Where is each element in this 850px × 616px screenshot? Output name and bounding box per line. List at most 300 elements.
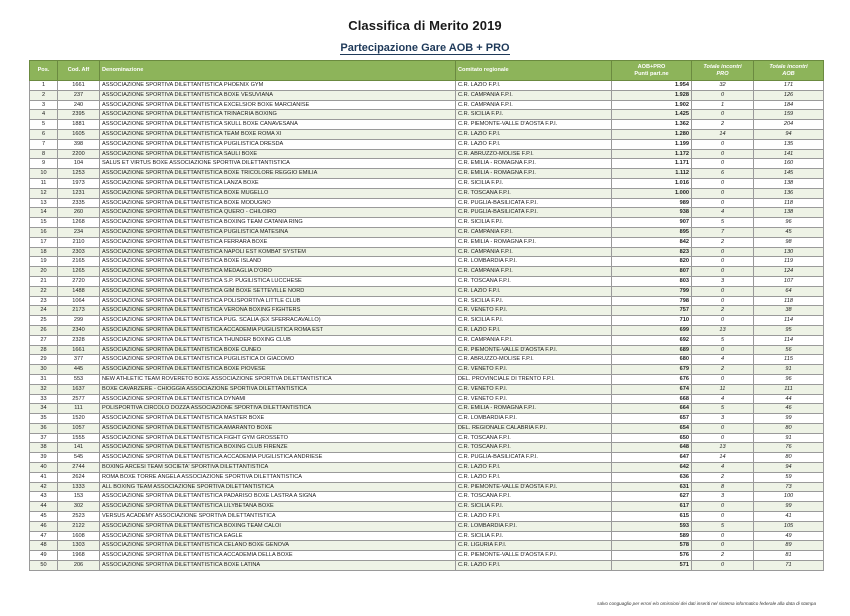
cell-pos: 17	[30, 237, 58, 247]
cell-comitato: C.R. EMILIA - ROMAGNA F.P.I.	[456, 169, 612, 179]
cell-denominazione: ASSOCIAZIONE SPORTIVA DILETTANTISTICA S.P. PUGILISTICA LUCCHESE	[100, 276, 456, 286]
cell-punti: 907	[612, 218, 692, 228]
cell-denominazione: ASSOCIAZIONE SPORTIVA DILETTANTISTICA BOXE PIOVESE	[100, 365, 456, 375]
table-row	[30, 414, 824, 424]
cell-totale-pro: 2	[692, 237, 754, 247]
cell-cod-aff: 2328	[58, 335, 100, 345]
cell-comitato: C.R. ABRUZZO-MOLISE F.P.I.	[456, 149, 612, 159]
cell-totale-aob: 159	[754, 110, 824, 120]
cell-cod-aff: 234	[58, 227, 100, 237]
cell-cod-aff: 260	[58, 208, 100, 218]
cell-totale-pro: 5	[692, 404, 754, 414]
header-totale-aob	[754, 61, 824, 81]
table-row	[30, 247, 824, 257]
cell-pos: 43	[30, 492, 58, 502]
cell-denominazione: ASSOCIAZIONE SPORTIVA DILETTANTISTICA PUGILISTICA DI GIACOMO	[100, 355, 456, 365]
table-row	[30, 482, 824, 492]
cell-punti: 576	[612, 551, 692, 561]
cell-pos: 45	[30, 512, 58, 522]
cell-punti: 798	[612, 296, 692, 306]
cell-pos: 49	[30, 551, 58, 561]
cell-denominazione: BOXING ARCESI TEAM SOCIETA' SPORTIVA DILETTANTISTICA	[100, 463, 456, 473]
cell-totale-pro: 5	[692, 335, 754, 345]
cell-pos: 32	[30, 384, 58, 394]
cell-punti: 820	[612, 257, 692, 267]
document-subtitle	[0, 42, 850, 54]
cell-denominazione: ASSOCIAZIONE SPORTIVA DILETTANTISTICA VERONA BOXING FIGHTERS	[100, 306, 456, 316]
cell-totale-aob: 135	[754, 139, 824, 149]
cell-comitato: C.R. SICILIA F.P.I.	[456, 531, 612, 541]
cell-comitato: C.R. SICILIA F.P.I.	[456, 502, 612, 512]
cell-comitato: C.R. TOSCANA F.P.I.	[456, 492, 612, 502]
cell-totale-pro: 0	[692, 561, 754, 571]
cell-cod-aff: 206	[58, 561, 100, 571]
cell-totale-aob: 124	[754, 267, 824, 277]
cell-denominazione: ASSOCIAZIONE SPORTIVA DILETTANTISTICA BOXE LATINA	[100, 561, 456, 571]
cell-denominazione: ASSOCIAZIONE SPORTIVA DILETTANTISTICA THUNDER BOXING CLUB	[100, 335, 456, 345]
table-row	[30, 355, 824, 365]
cell-totale-pro: 32	[692, 81, 754, 91]
cell-cod-aff: 2744	[58, 463, 100, 473]
cell-punti: 799	[612, 286, 692, 296]
cell-pos: 23	[30, 296, 58, 306]
cell-punti: 571	[612, 561, 692, 571]
cell-totale-aob: 91	[754, 365, 824, 375]
cell-comitato: C.R. TOSCANA F.P.I.	[456, 276, 612, 286]
cell-cod-aff: 1231	[58, 188, 100, 198]
cell-denominazione: ASSOCIAZIONE SPORTIVA DILETTANTISTICA LILYBETANA BOXE	[100, 502, 456, 512]
table-row	[30, 316, 824, 326]
cell-cod-aff: 2395	[58, 110, 100, 120]
cell-cod-aff: 2523	[58, 512, 100, 522]
cell-comitato: C.R. LOMBARDIA F.P.I.	[456, 521, 612, 531]
cell-punti: 938	[612, 208, 692, 218]
cell-denominazione: ASSOCIAZIONE SPORTIVA DILETTANTISTICA SKULL BOXE CANAVESANA	[100, 120, 456, 130]
cell-punti: 578	[612, 541, 692, 551]
table-row	[30, 178, 824, 188]
cell-totale-aob: 141	[754, 149, 824, 159]
cell-pos: 10	[30, 169, 58, 179]
cell-punti: 1.902	[612, 100, 692, 110]
cell-pos: 6	[30, 129, 58, 139]
cell-cod-aff: 1661	[58, 81, 100, 91]
cell-comitato: C.R. ABRUZZO-MOLISE F.P.I.	[456, 355, 612, 365]
cell-denominazione: ASSOCIAZIONE SPORTIVA DILETTANTISTICA BOXE CUNEO	[100, 345, 456, 355]
document-title: Classifica di Merito 2019	[348, 18, 502, 33]
cell-pos: 40	[30, 463, 58, 473]
cell-comitato: C.R. PIEMONTE-VALLE D'AOSTA F.P.I.	[456, 345, 612, 355]
cell-totale-pro: 13	[692, 325, 754, 335]
cell-totale-pro: 0	[692, 502, 754, 512]
cell-totale-aob: 204	[754, 120, 824, 130]
cell-totale-pro: 0	[692, 267, 754, 277]
table-row	[30, 394, 824, 404]
cell-pos: 48	[30, 541, 58, 551]
cell-cod-aff: 1608	[58, 531, 100, 541]
cell-denominazione: ASSOCIAZIONE SPORTIVA DILETTANTISTICA FERRARA BOXE	[100, 237, 456, 247]
cell-denominazione: ASSOCIAZIONE SPORTIVA DILETTANTISTICA ACCADEMIA PUGILISTICA ANDRIESE	[100, 453, 456, 463]
cell-comitato: C.R. CAMPANIA F.P.I.	[456, 90, 612, 100]
cell-cod-aff: 2200	[58, 149, 100, 159]
table-row	[30, 296, 824, 306]
cell-pos: 35	[30, 414, 58, 424]
table-row	[30, 384, 824, 394]
cell-pos: 11	[30, 178, 58, 188]
table-row	[30, 433, 824, 443]
cell-pos: 33	[30, 394, 58, 404]
cell-totale-pro: 14	[692, 129, 754, 139]
cell-denominazione: VERSUS ACADEMY ASSOCIAZIONE SPORTIVA DILETTANTISTICA	[100, 512, 456, 522]
cell-totale-pro: 3	[692, 492, 754, 502]
cell-comitato: DEL. PROVINCIALE DI TRENTO F.P.I.	[456, 374, 612, 384]
cell-totale-pro: 0	[692, 198, 754, 208]
cell-cod-aff: 2340	[58, 325, 100, 335]
cell-totale-pro: 0	[692, 159, 754, 169]
cell-totale-aob: 115	[754, 355, 824, 365]
cell-totale-aob: 46	[754, 404, 824, 414]
cell-comitato: C.R. LIGURIA F.P.I.	[456, 541, 612, 551]
cell-denominazione: ASSOCIAZIONE SPORTIVA DILETTANTISTICA QUERO - CHILOIRO	[100, 208, 456, 218]
cell-totale-pro: 6	[692, 169, 754, 179]
cell-denominazione: ASSOCIAZIONE SPORTIVA DILETTANTISTICA CELANO BOXE GENOVA	[100, 541, 456, 551]
cell-totale-aob: 111	[754, 384, 824, 394]
cell-comitato: C.R. LAZIO F.P.I.	[456, 129, 612, 139]
cell-totale-pro: 0	[692, 149, 754, 159]
cell-denominazione: ASSOCIAZIONE SPORTIVA DILETTANTISTICA PHOENIX GYM	[100, 81, 456, 91]
table-row	[30, 81, 824, 91]
cell-totale-pro: 11	[692, 384, 754, 394]
cell-totale-pro: 5	[692, 218, 754, 228]
cell-comitato: C.R. SICILIA F.P.I.	[456, 178, 612, 188]
header-totale-aob-line2: AOB	[782, 70, 795, 77]
cell-denominazione: ASSOCIAZIONE SPORTIVA DILETTANTISTICA TEAM BOXE ROMA XI	[100, 129, 456, 139]
table-row	[30, 227, 824, 237]
cell-punti: 989	[612, 198, 692, 208]
cell-comitato: C.R. LAZIO F.P.I.	[456, 139, 612, 149]
cell-punti: 589	[612, 531, 692, 541]
cell-totale-pro: 0	[692, 423, 754, 433]
cell-pos: 38	[30, 443, 58, 453]
cell-comitato: C.R. SICILIA F.P.I.	[456, 296, 612, 306]
cell-totale-pro: 0	[692, 247, 754, 257]
cell-pos: 19	[30, 257, 58, 267]
cell-totale-aob: 80	[754, 453, 824, 463]
header-punti-line1: AOB+PRO	[637, 63, 666, 70]
cell-cod-aff: 2110	[58, 237, 100, 247]
cell-punti: 668	[612, 394, 692, 404]
cell-totale-pro: 0	[692, 296, 754, 306]
table-row	[30, 237, 824, 247]
cell-totale-aob: 71	[754, 561, 824, 571]
cell-comitato: C.R. EMILIA - ROMAGNA F.P.I.	[456, 159, 612, 169]
cell-comitato: C.R. SICILIA F.P.I.	[456, 218, 612, 228]
cell-pos: 22	[30, 286, 58, 296]
table-row	[30, 423, 824, 433]
cell-totale-pro: 0	[692, 316, 754, 326]
cell-totale-aob: 38	[754, 306, 824, 316]
cell-totale-aob: 56	[754, 345, 824, 355]
cell-comitato: C.R. TOSCANA F.P.I.	[456, 443, 612, 453]
header-punti-line2: Punti part.ne	[634, 70, 669, 77]
cell-denominazione: ASSOCIAZIONE SPORTIVA DILETTANTISTICA SAULI BOXE	[100, 149, 456, 159]
cell-cod-aff: 1488	[58, 286, 100, 296]
cell-totale-pro: 2	[692, 365, 754, 375]
header-totale-pro	[692, 61, 754, 81]
cell-cod-aff: 2335	[58, 198, 100, 208]
cell-pos: 46	[30, 521, 58, 531]
cell-totale-pro: 0	[692, 345, 754, 355]
cell-totale-aob: 44	[754, 394, 824, 404]
cell-cod-aff: 2122	[58, 521, 100, 531]
cell-totale-aob: 64	[754, 286, 824, 296]
cell-denominazione: ASSOCIAZIONE SPORTIVA DILETTANTISTICA POLISPORTIVA LITTLE CLUB	[100, 296, 456, 306]
cell-totale-aob: 99	[754, 502, 824, 512]
table-row	[30, 120, 824, 130]
cell-comitato: C.R. CAMPANIA F.P.I.	[456, 247, 612, 257]
cell-totale-pro: 3	[692, 414, 754, 424]
cell-comitato: C.R. LAZIO F.P.I.	[456, 81, 612, 91]
table-row	[30, 335, 824, 345]
table-row	[30, 129, 824, 139]
cell-cod-aff: 1268	[58, 218, 100, 228]
cell-cod-aff: 141	[58, 443, 100, 453]
table-row	[30, 404, 824, 414]
cell-totale-aob: 171	[754, 81, 824, 91]
cell-cod-aff: 2624	[58, 472, 100, 482]
cell-cod-aff: 2173	[58, 306, 100, 316]
cell-denominazione: ASSOCIAZIONE SPORTIVA DILETTANTISTICA PUGILISTICA MATESINA	[100, 227, 456, 237]
header-pos: Pos.	[30, 61, 58, 81]
cell-punti: 680	[612, 355, 692, 365]
cell-pos: 30	[30, 365, 58, 375]
cell-comitato: C.R. VENETO F.P.I.	[456, 384, 612, 394]
cell-pos: 13	[30, 198, 58, 208]
table-row	[30, 325, 824, 335]
cell-totale-pro: 0	[692, 90, 754, 100]
cell-cod-aff: 1881	[58, 120, 100, 130]
table-row	[30, 139, 824, 149]
cell-totale-pro: 2	[692, 306, 754, 316]
cell-cod-aff: 445	[58, 365, 100, 375]
table-row	[30, 492, 824, 502]
cell-comitato: C.R. CAMPANIA F.P.I.	[456, 100, 612, 110]
cell-denominazione: ASSOCIAZIONE SPORTIVA DILETTANTISTICA ACCADEMIA DELLA BOXE	[100, 551, 456, 561]
cell-cod-aff: 545	[58, 453, 100, 463]
cell-cod-aff: 1303	[58, 541, 100, 551]
cell-comitato: C.R. PIEMONTE-VALLE D'AOSTA F.P.I.	[456, 551, 612, 561]
table-row	[30, 502, 824, 512]
cell-totale-pro: 0	[692, 286, 754, 296]
cell-totale-aob: 138	[754, 208, 824, 218]
cell-punti: 1.425	[612, 110, 692, 120]
cell-punti: 648	[612, 443, 692, 453]
cell-pos: 12	[30, 188, 58, 198]
header-cod-aff: Cod. Aff	[58, 61, 100, 81]
table-row	[30, 267, 824, 277]
cell-punti: 823	[612, 247, 692, 257]
cell-totale-aob: 45	[754, 227, 824, 237]
cell-punti: 664	[612, 404, 692, 414]
cell-punti: 710	[612, 316, 692, 326]
cell-cod-aff: 299	[58, 316, 100, 326]
cell-totale-pro: 0	[692, 188, 754, 198]
cell-denominazione: ASSOCIAZIONE SPORTIVA DILETTANTISTICA EAGLE	[100, 531, 456, 541]
cell-totale-pro: 4	[692, 463, 754, 473]
cell-punti: 895	[612, 227, 692, 237]
cell-totale-aob: 80	[754, 423, 824, 433]
cell-punti: 1.016	[612, 178, 692, 188]
cell-pos: 31	[30, 374, 58, 384]
cell-pos: 1	[30, 81, 58, 91]
ranking-table	[29, 60, 824, 571]
cell-cod-aff: 1661	[58, 345, 100, 355]
cell-denominazione: ASSOCIAZIONE SPORTIVA DILETTANTISTICA BOXE VESUVIANA	[100, 90, 456, 100]
table-row	[30, 561, 824, 571]
table-row	[30, 345, 824, 355]
table-row	[30, 365, 824, 375]
cell-denominazione: NEW ATHLETIC TEAM ROVERETO BOXE ASSOCIAZIONE SPORTIVA DILETTANTISTICA	[100, 374, 456, 384]
cell-punti: 1.954	[612, 81, 692, 91]
cell-punti: 654	[612, 423, 692, 433]
cell-totale-aob: 41	[754, 512, 824, 522]
cell-punti: 674	[612, 384, 692, 394]
cell-totale-pro: 2	[692, 551, 754, 561]
cell-denominazione: ASSOCIAZIONE SPORTIVA DILETTANTISTICA EXCELSIOR BOXE MARCIANISE	[100, 100, 456, 110]
header-comitato: Comitato regionale	[456, 61, 612, 81]
cell-totale-aob: 98	[754, 237, 824, 247]
cell-pos: 9	[30, 159, 58, 169]
cell-pos: 41	[30, 472, 58, 482]
cell-totale-pro: 0	[692, 512, 754, 522]
cell-punti: 615	[612, 512, 692, 522]
cell-denominazione: BOXE CAVARZERE - CHIOGGIA ASSOCIAZIONE SPORTIVA DILETTANTISTICA	[100, 384, 456, 394]
cell-totale-aob: 59	[754, 472, 824, 482]
cell-totale-aob: 145	[754, 169, 824, 179]
cell-cod-aff: 240	[58, 100, 100, 110]
header-totale-pro-line2: PRO	[716, 70, 729, 77]
cell-punti: 1.171	[612, 159, 692, 169]
cell-totale-aob: 49	[754, 531, 824, 541]
table-row	[30, 276, 824, 286]
cell-cod-aff: 1555	[58, 433, 100, 443]
cell-comitato: C.R. LAZIO F.P.I.	[456, 463, 612, 473]
header-totale-aob-line1: Totale incontri	[769, 63, 808, 70]
cell-comitato: C.R. VENETO F.P.I.	[456, 306, 612, 316]
cell-punti: 617	[612, 502, 692, 512]
cell-comitato: C.R. EMILIA - ROMAGNA F.P.I.	[456, 404, 612, 414]
header-denominazione: Denominazione	[100, 61, 456, 81]
table-row	[30, 198, 824, 208]
cell-pos: 42	[30, 482, 58, 492]
cell-totale-pro: 4	[692, 355, 754, 365]
table-row	[30, 100, 824, 110]
cell-cod-aff: 1973	[58, 178, 100, 188]
cell-cod-aff: 1064	[58, 296, 100, 306]
cell-punti: 1.000	[612, 188, 692, 198]
cell-denominazione: ASSOCIAZIONE SPORTIVA DILETTANTISTICA FIGHT GYM GROSSETO	[100, 433, 456, 443]
cell-comitato: C.R. LAZIO F.P.I.	[456, 472, 612, 482]
cell-cod-aff: 104	[58, 159, 100, 169]
cell-totale-pro: 5	[692, 521, 754, 531]
cell-totale-aob: 118	[754, 296, 824, 306]
cell-totale-aob: 100	[754, 492, 824, 502]
cell-punti: 650	[612, 433, 692, 443]
cell-totale-aob: 81	[754, 551, 824, 561]
cell-punti: 757	[612, 306, 692, 316]
cell-totale-pro: 0	[692, 541, 754, 551]
cell-denominazione: ASSOCIAZIONE SPORTIVA DILETTANTISTICA MASTER BOXE	[100, 414, 456, 424]
cell-punti: 1.280	[612, 129, 692, 139]
cell-totale-pro: 13	[692, 443, 754, 453]
cell-cod-aff: 1605	[58, 129, 100, 139]
cell-comitato: C.R. CAMPANIA F.P.I.	[456, 227, 612, 237]
cell-pos: 44	[30, 502, 58, 512]
table-row	[30, 512, 824, 522]
cell-pos: 50	[30, 561, 58, 571]
cell-totale-pro: 0	[692, 257, 754, 267]
cell-totale-aob: 118	[754, 198, 824, 208]
cell-totale-pro: 0	[692, 178, 754, 188]
cell-denominazione: ASSOCIAZIONE SPORTIVA DILETTANTISTICA PUG. SCALIA (EX SFERRACAVALLO)	[100, 316, 456, 326]
cell-totale-pro: 0	[692, 139, 754, 149]
cell-totale-pro: 8	[692, 482, 754, 492]
cell-punti: 699	[612, 325, 692, 335]
cell-totale-pro: 0	[692, 110, 754, 120]
cell-punti: 631	[612, 482, 692, 492]
cell-pos: 36	[30, 423, 58, 433]
cell-totale-pro: 0	[692, 531, 754, 541]
cell-comitato: C.R. CAMPANIA F.P.I.	[456, 267, 612, 277]
cell-denominazione: ASSOCIAZIONE SPORTIVA DILETTANTISTICA BOXING TEAM CALOI	[100, 521, 456, 531]
cell-denominazione: ASSOCIAZIONE SPORTIVA DILETTANTISTICA BOXE MUGELLO	[100, 188, 456, 198]
cell-comitato: C.R. VENETO F.P.I.	[456, 394, 612, 404]
cell-pos: 14	[30, 208, 58, 218]
cell-cod-aff: 1253	[58, 169, 100, 179]
header-row	[30, 61, 824, 81]
cell-punti: 1.928	[612, 90, 692, 100]
cell-punti: 642	[612, 463, 692, 473]
cell-totale-aob: 130	[754, 247, 824, 257]
cell-punti: 689	[612, 345, 692, 355]
cell-denominazione: ASSOCIAZIONE SPORTIVA DILETTANTISTICA ACCADEMIA PUGILISTICA ROMA EST	[100, 325, 456, 335]
cell-pos: 7	[30, 139, 58, 149]
cell-cod-aff: 2165	[58, 257, 100, 267]
cell-pos: 4	[30, 110, 58, 120]
table-row	[30, 169, 824, 179]
cell-denominazione: POLISPORTIVA CIRCOLO DOZZA ASSOCIAZIONE SPORTIVA DILETTANTISTICA	[100, 404, 456, 414]
cell-comitato: C.R. PUGLIA-BASILICATA F.P.I.	[456, 208, 612, 218]
cell-cod-aff: 153	[58, 492, 100, 502]
cell-totale-aob: 114	[754, 335, 824, 345]
cell-pos: 34	[30, 404, 58, 414]
cell-punti: 679	[612, 365, 692, 375]
table-row	[30, 218, 824, 228]
table-row	[30, 110, 824, 120]
cell-totale-aob: 76	[754, 443, 824, 453]
cell-denominazione: SALUS ET VIRTUS BOXE ASSOCIAZIONE SPORTIVA DILETTANTISTICA	[100, 159, 456, 169]
cell-totale-pro: 1	[692, 100, 754, 110]
cell-totale-aob: 89	[754, 541, 824, 551]
cell-comitato: C.R. LAZIO F.P.I.	[456, 561, 612, 571]
cell-totale-aob: 94	[754, 463, 824, 473]
cell-punti: 842	[612, 237, 692, 247]
cell-comitato: C.R. SICILIA F.P.I.	[456, 316, 612, 326]
cell-totale-pro: 4	[692, 394, 754, 404]
cell-totale-pro: 3	[692, 276, 754, 286]
cell-pos: 47	[30, 531, 58, 541]
cell-comitato: C.R. LOMBARDIA F.P.I.	[456, 414, 612, 424]
cell-cod-aff: 553	[58, 374, 100, 384]
